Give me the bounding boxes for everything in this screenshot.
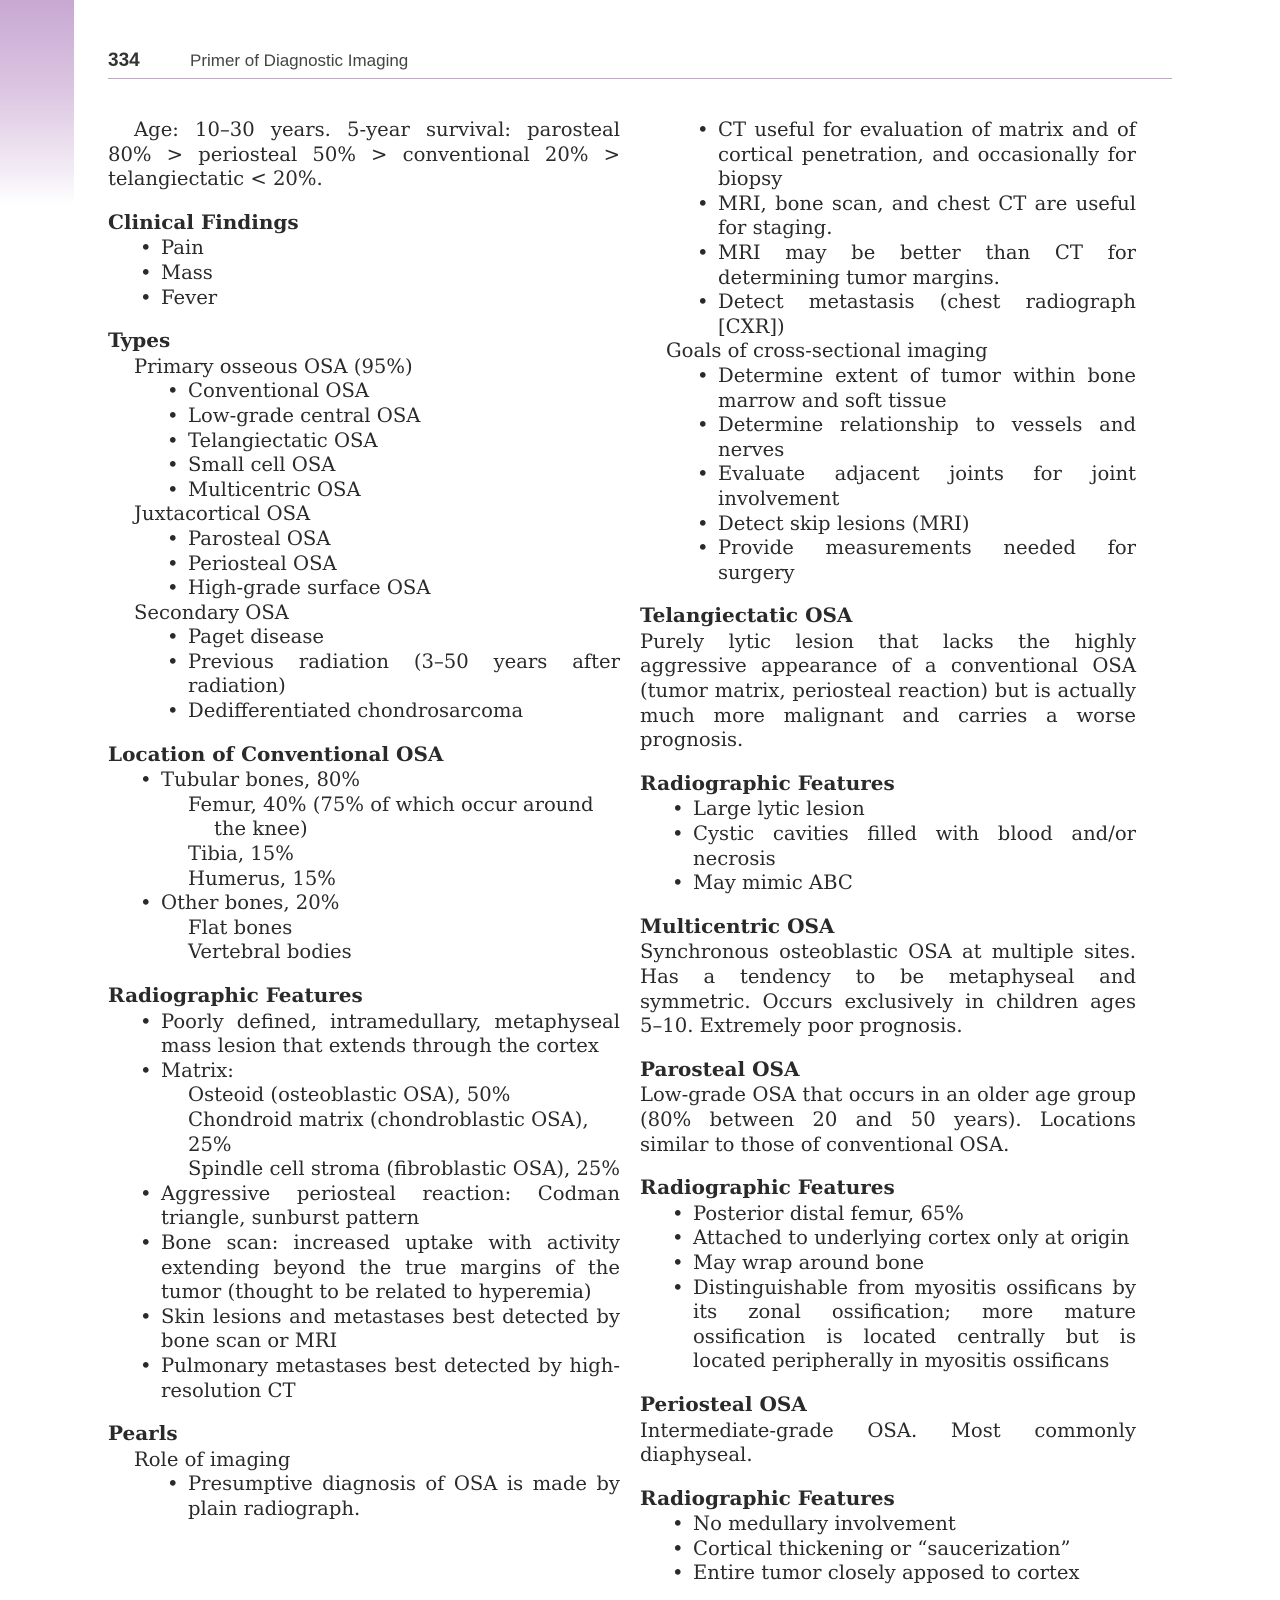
- section-heading-clinical-findings: Clinical Findings: [108, 209, 299, 234]
- list-item: • Presumptive diagnosis of OSA is made by plain radiograph.: [188, 1472, 620, 1521]
- location-list: [108, 768, 620, 793]
- list-item: • Mass: [161, 261, 620, 286]
- list-item: • Tubular bones, 80%: [161, 768, 620, 793]
- list-item: • High-grade surface OSA: [188, 576, 620, 601]
- page-number: 334: [108, 50, 140, 71]
- parosteal-paragraph: Low-grade OSA that occurs in an older age group (80% between 20 and 50 years). Locations similar to those of conventional OSA.: [640, 1083, 1136, 1156]
- location-vertebral: Vertebral bodies: [188, 940, 352, 964]
- role-of-imaging-list: [640, 118, 1136, 339]
- section-heading-telangiectatic: Telangiectatic OSA: [640, 603, 853, 628]
- list-item: • May wrap around bone: [693, 1251, 1136, 1276]
- pearls-list: [108, 1472, 620, 1521]
- section-heading-multicentric: Multicentric OSA: [640, 913, 835, 938]
- list-item: • Evaluate adjacent joints for joint involvement: [718, 462, 1136, 511]
- list-item: • CT useful for evaluation of matrix and of cortical penetration, and occasionally for biopsy: [718, 118, 1136, 192]
- goals-list: [640, 364, 1136, 585]
- radiographic-features-list-cont: [108, 1182, 620, 1403]
- list-item: • MRI, bone scan, and chest CT are useful for staging.: [718, 192, 1136, 241]
- section-heading-types: Types: [108, 328, 171, 353]
- list-item: • Low-grade central OSA: [188, 404, 620, 429]
- clinical-findings-list: [108, 236, 620, 310]
- list-item: • Bone scan: increased uptake with activity extending beyond the true margins of the tumor (thought to be related to hyperemia): [161, 1231, 620, 1305]
- list-item: • Provide measurements needed for surgery: [718, 536, 1136, 585]
- matrix-chondroid: Chondroid matrix (chondroblastic OSA), 25%: [188, 1107, 589, 1156]
- list-item: • Periosteal OSA: [188, 552, 620, 577]
- radiographic-features-list: [108, 1010, 620, 1084]
- list-item: • Poorly defined, intramedullary, metaphyseal mass lesion that extends through the cortex: [161, 1010, 620, 1059]
- list-item: • Paget disease: [188, 625, 620, 650]
- list-item: • Large lytic lesion: [693, 797, 1136, 822]
- book-title: Primer of Diagnostic Imaging: [190, 51, 409, 70]
- list-item: • Parosteal OSA: [188, 527, 620, 552]
- section-heading-radiographic-features: Radiographic Features: [108, 983, 363, 1007]
- list-item: • Fever: [161, 286, 620, 311]
- list-item: • Cystic cavities filled with blood and/or necrosis: [693, 822, 1136, 871]
- list-item: • Conventional OSA: [188, 379, 620, 404]
- page-header: [108, 48, 1172, 79]
- list-item: • Detect metastasis (chest radiograph [CXR]): [718, 290, 1136, 339]
- secondary-types-list: [108, 625, 620, 723]
- list-item: • Posterior distal femur, 65%: [693, 1202, 1136, 1227]
- list-item: • Small cell OSA: [188, 453, 620, 478]
- list-item: • Pain: [161, 236, 620, 261]
- intro-paragraph: Age: 10–30 years. 5-year survival: parosteal 80% > periosteal 50% > conventional 20% > telangiectatic < 20%.: [108, 118, 620, 191]
- subheading-goals: Goals of cross-sectional imaging: [666, 339, 988, 363]
- list-item: • Detect skip lesions (MRI): [718, 512, 1136, 537]
- section-heading-radiographic-features: Radiographic Features: [640, 1485, 895, 1510]
- section-heading-pearls: Pearls: [108, 1421, 178, 1446]
- list-item: • Cortical thickening or “saucerization”: [693, 1537, 1136, 1562]
- list-item: • Multicentric OSA: [188, 478, 620, 503]
- section-heading-radiographic-features: Radiographic Features: [640, 770, 895, 795]
- list-item: • Distinguishable from myositis ossificans by its zonal ossification; more mature ossification is located centrally but is located peripherally in myositis ossificans: [693, 1276, 1136, 1374]
- list-item: • Aggressive periosteal reaction: Codman triangle, sunburst pattern: [161, 1182, 620, 1231]
- list-item: • Other bones, 20%: [161, 891, 620, 916]
- list-item: • Matrix:: [161, 1059, 620, 1084]
- list-item: • May mimic ABC: [693, 871, 1136, 896]
- juxtacortical-types-list: [108, 527, 620, 601]
- telangiectatic-paragraph: Purely lytic lesion that lacks the highly aggressive appearance of a conventional OSA (tumor matrix, periosteal reaction) but is actually much more malignant and carries a worse prognosis.: [640, 629, 1136, 752]
- right-column: [640, 118, 1136, 1586]
- subheading-juxtacortical: Juxtacortical OSA: [134, 502, 311, 526]
- list-item: • Pulmonary metastases best detected by high-resolution CT: [161, 1354, 620, 1403]
- chapter-tab: [0, 0, 74, 205]
- primary-types-list: [108, 379, 620, 502]
- section-heading-periosteal: Periosteal OSA: [640, 1391, 807, 1416]
- location-flat: Flat bones: [188, 915, 293, 939]
- periosteal-features-list: [640, 1512, 1136, 1586]
- matrix-osteoid: Osteoid (osteoblastic OSA), 50%: [188, 1083, 511, 1107]
- location-femur: Femur, 40% (75% of which occur around the knee): [188, 792, 594, 841]
- list-item: • Entire tumor closely apposed to cortex: [693, 1561, 1136, 1586]
- location-list-other: [108, 891, 620, 916]
- location-humerus: Humerus, 15%: [188, 866, 336, 890]
- list-item: • Attached to underlying cortex only at origin: [693, 1226, 1136, 1251]
- subheading-secondary: Secondary OSA: [134, 600, 289, 624]
- list-item: • Telangiectatic OSA: [188, 429, 620, 454]
- list-item: • MRI may be better than CT for determining tumor margins.: [718, 241, 1136, 290]
- matrix-spindle: Spindle cell stroma (fibroblastic OSA), 25%: [188, 1157, 620, 1181]
- list-item: • Dedifferentiated chondrosarcoma: [188, 699, 620, 724]
- section-heading-location: Location of Conventional OSA: [108, 741, 444, 766]
- section-heading-parosteal: Parosteal OSA: [640, 1056, 800, 1081]
- parosteal-features-list: [640, 1202, 1136, 1374]
- subheading-role-of-imaging: Role of imaging: [134, 1447, 291, 1471]
- multicentric-paragraph: Synchronous osteoblastic OSA at multiple sites. Has a tendency to be metaphyseal and symmetric. Occurs exclusively in children ages 5–10. Extremely poor prognosis.: [640, 940, 1136, 1038]
- subheading-primary: Primary osseous OSA (95%): [134, 354, 413, 378]
- list-item: • Determine relationship to vessels and nerves: [718, 413, 1136, 462]
- list-item: • Previous radiation (3–50 years after radiation): [188, 650, 620, 699]
- location-tibia: Tibia, 15%: [188, 842, 294, 866]
- list-item: • Skin lesions and metastases best detected by bone scan or MRI: [161, 1305, 620, 1354]
- list-item: • No medullary involvement: [693, 1512, 1136, 1537]
- section-heading-radiographic-features: Radiographic Features: [640, 1175, 895, 1200]
- left-column: [108, 118, 620, 1521]
- list-item: • Determine extent of tumor within bone marrow and soft tissue: [718, 364, 1136, 413]
- periosteal-paragraph: Intermediate-grade OSA. Most commonly diaphyseal.: [640, 1418, 1136, 1467]
- telangiectatic-features-list: [640, 797, 1136, 895]
